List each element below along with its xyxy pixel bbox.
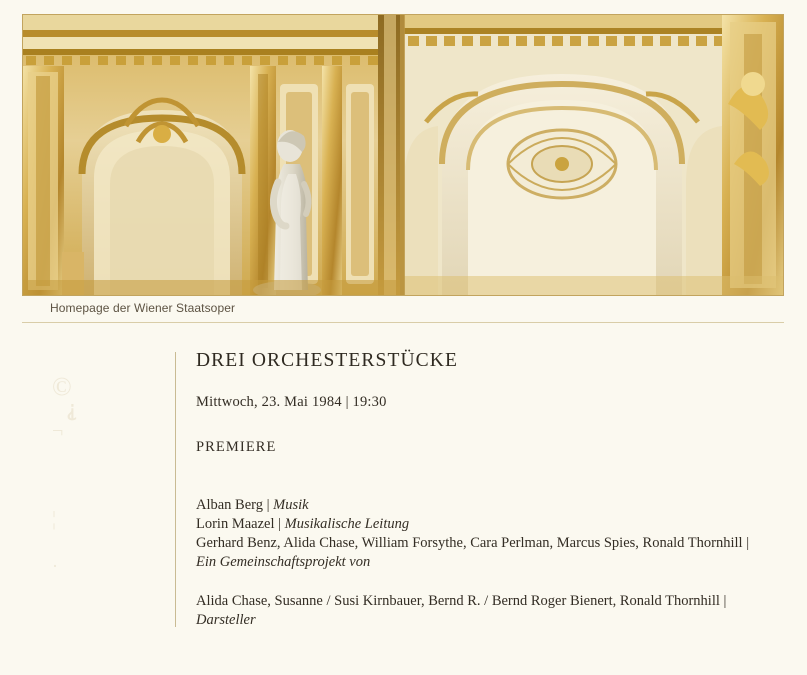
premiere-label: PREMIERE bbox=[196, 439, 277, 455]
page-title: DREI ORCHESTERSTÜCKE bbox=[196, 350, 458, 371]
credits-list bbox=[196, 496, 766, 630]
decor-mark-2: ⸘ bbox=[66, 396, 78, 421]
content-vertical-rule bbox=[175, 352, 176, 627]
credit-role: Musik bbox=[273, 497, 309, 513]
credit-names: Gerhard Benz, Alida Chase, William Forsythe, Cara Perlman, Marcus Spies, Ronald Thornhill bbox=[196, 535, 743, 551]
credit-group-spacer bbox=[196, 572, 766, 592]
credit-role: Darsteller bbox=[196, 612, 256, 628]
decor-mark-1: © bbox=[52, 372, 72, 401]
credit-separator: | bbox=[278, 516, 282, 532]
event-details bbox=[196, 350, 766, 630]
decor-mark-3: ¬ bbox=[52, 420, 64, 442]
header-image-block bbox=[22, 14, 784, 296]
credit-role: Ein Gemeinschaftsprojekt von bbox=[196, 554, 371, 570]
caption-divider bbox=[22, 322, 784, 323]
credit-separator: | bbox=[746, 535, 750, 551]
header-caption-bar bbox=[22, 300, 784, 322]
credit-names: Alida Chase, Susanne / Susi Kirnbauer, Bernd R. / Bernd Roger Bienert, Ronald Thornhill bbox=[196, 593, 720, 609]
staatsoper-photo-graphic bbox=[22, 14, 784, 296]
header-caption: Homepage der Wiener Staatsoper bbox=[50, 301, 236, 315]
event-datetime: Mittwoch, 23. Mai 1984 | 19:30 bbox=[196, 394, 387, 410]
staatsoper-photo bbox=[22, 14, 784, 296]
credit-names: Alban Berg bbox=[196, 497, 263, 513]
credit-separator: | bbox=[723, 593, 727, 609]
credit-separator: | bbox=[266, 497, 270, 513]
decor-mark-4: ¦ bbox=[52, 508, 57, 530]
credit-row bbox=[196, 496, 766, 515]
credit-row bbox=[196, 515, 766, 534]
credit-row bbox=[196, 592, 766, 630]
credit-row bbox=[196, 534, 766, 572]
credit-role: Musikalische Leitung bbox=[284, 516, 410, 532]
decor-mark-5: · bbox=[52, 556, 58, 576]
credit-names: Lorin Maazel bbox=[196, 516, 275, 532]
